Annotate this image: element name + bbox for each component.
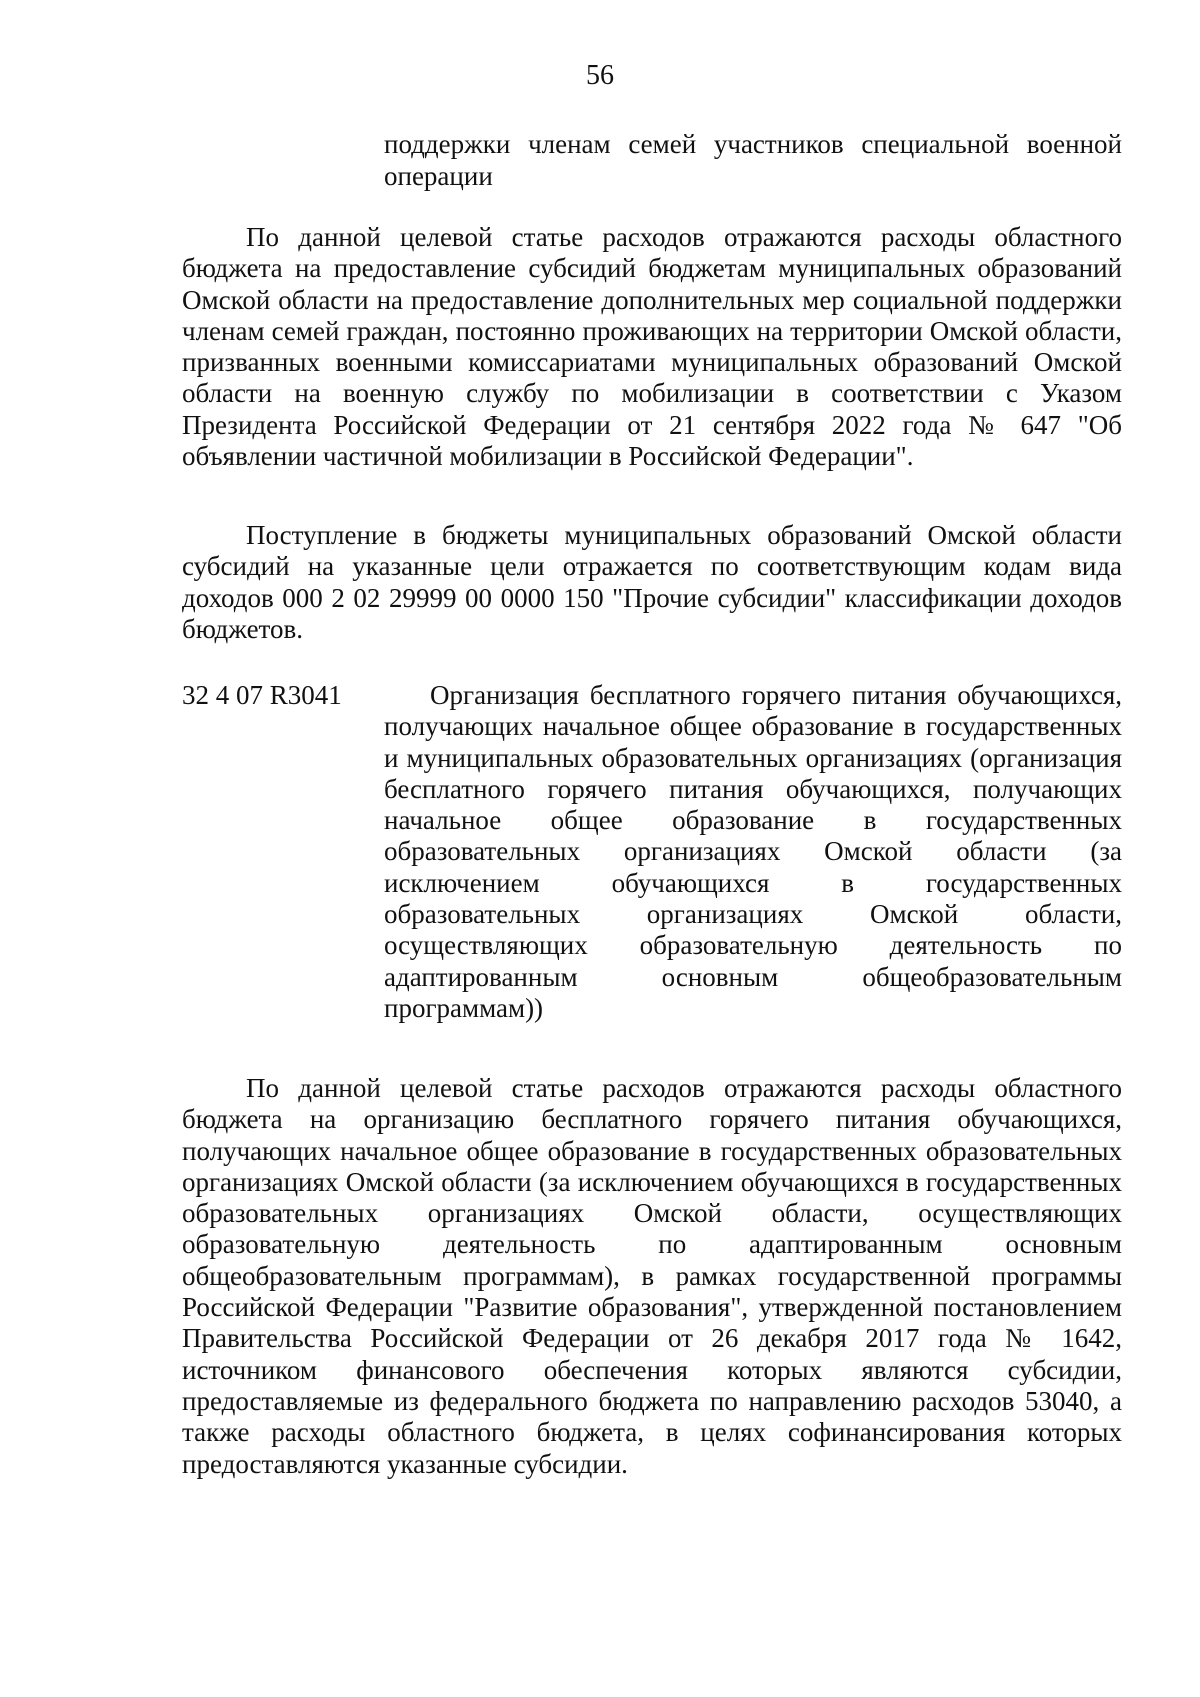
target-article-description: Организация бесплатного горячего питания обучающихся, получающих начальное общее образование в государственных и муниципальных образовательных организациях (организация бесплатного горячего питания обучающихся, получающих начальное общее образование в государственных образовательных организациях Омской области (за исключением обучающихся в государственных образовательных организациях Омской области, осуществляющих образовательную деятельность по адаптированным основным общеобразовательным программам)): [384, 680, 1122, 1023]
paragraph-expenses-hot-meals: По данной целевой статье расходов отражаются расходы областного бюджета на организацию бесплатного горячего питания обучающихся, получающих начальное общее образование в государственных образовательных организациях Омской области (за исключением обучающихся в государственных образовательных организациях Омской области, осуществляющих образовательную деятельность по адаптированным основным общеобразовательным программам), в рамках государственной программы Российской Федерации "Развитие образования", утвержденной постановлением Правительства Российской Федерации от 26 декабря 2017 года № 1642, источником финансового обеспечения которых являются субсидии, предоставляемые из федерального бюджета по направлению расходов 53040, а также расходы областного бюджета, в целях софинансирования которых предоставляются указанные субсидии.: [182, 1073, 1122, 1479]
article-title-continuation: поддержки членам семей участников специальной военной операции: [384, 129, 1122, 191]
paragraph-income-subsidies: Поступление в бюджеты муниципальных образований Омской области субсидий на указанные цели отражается по соответствующим кодам вида доходов 000 2 02 29999 00 0000 150 "Прочие субсидии" классификации доходов бюджетов.: [182, 520, 1122, 644]
page-number: 56: [586, 60, 614, 91]
paragraph-expenses-mobilization: По данной целевой статье расходов отражаются расходы областного бюджета на предоставление субсидий бюджетам муниципальных образований Омской области на предоставление дополнительных мер социальной поддержки членам семей граждан, постоянно проживающих на территории Омской области, призванных военными комиссариатами муниципальных образований Омской области на военную службу по мобилизации в соответствии с Указом Президента Российской Федерации от 21 сентября 2022 года № 647 "Об объявлении частичной мобилизации в Российской Федерации".: [182, 222, 1122, 472]
target-article-code: 32 4 07 R3041: [182, 680, 342, 710]
